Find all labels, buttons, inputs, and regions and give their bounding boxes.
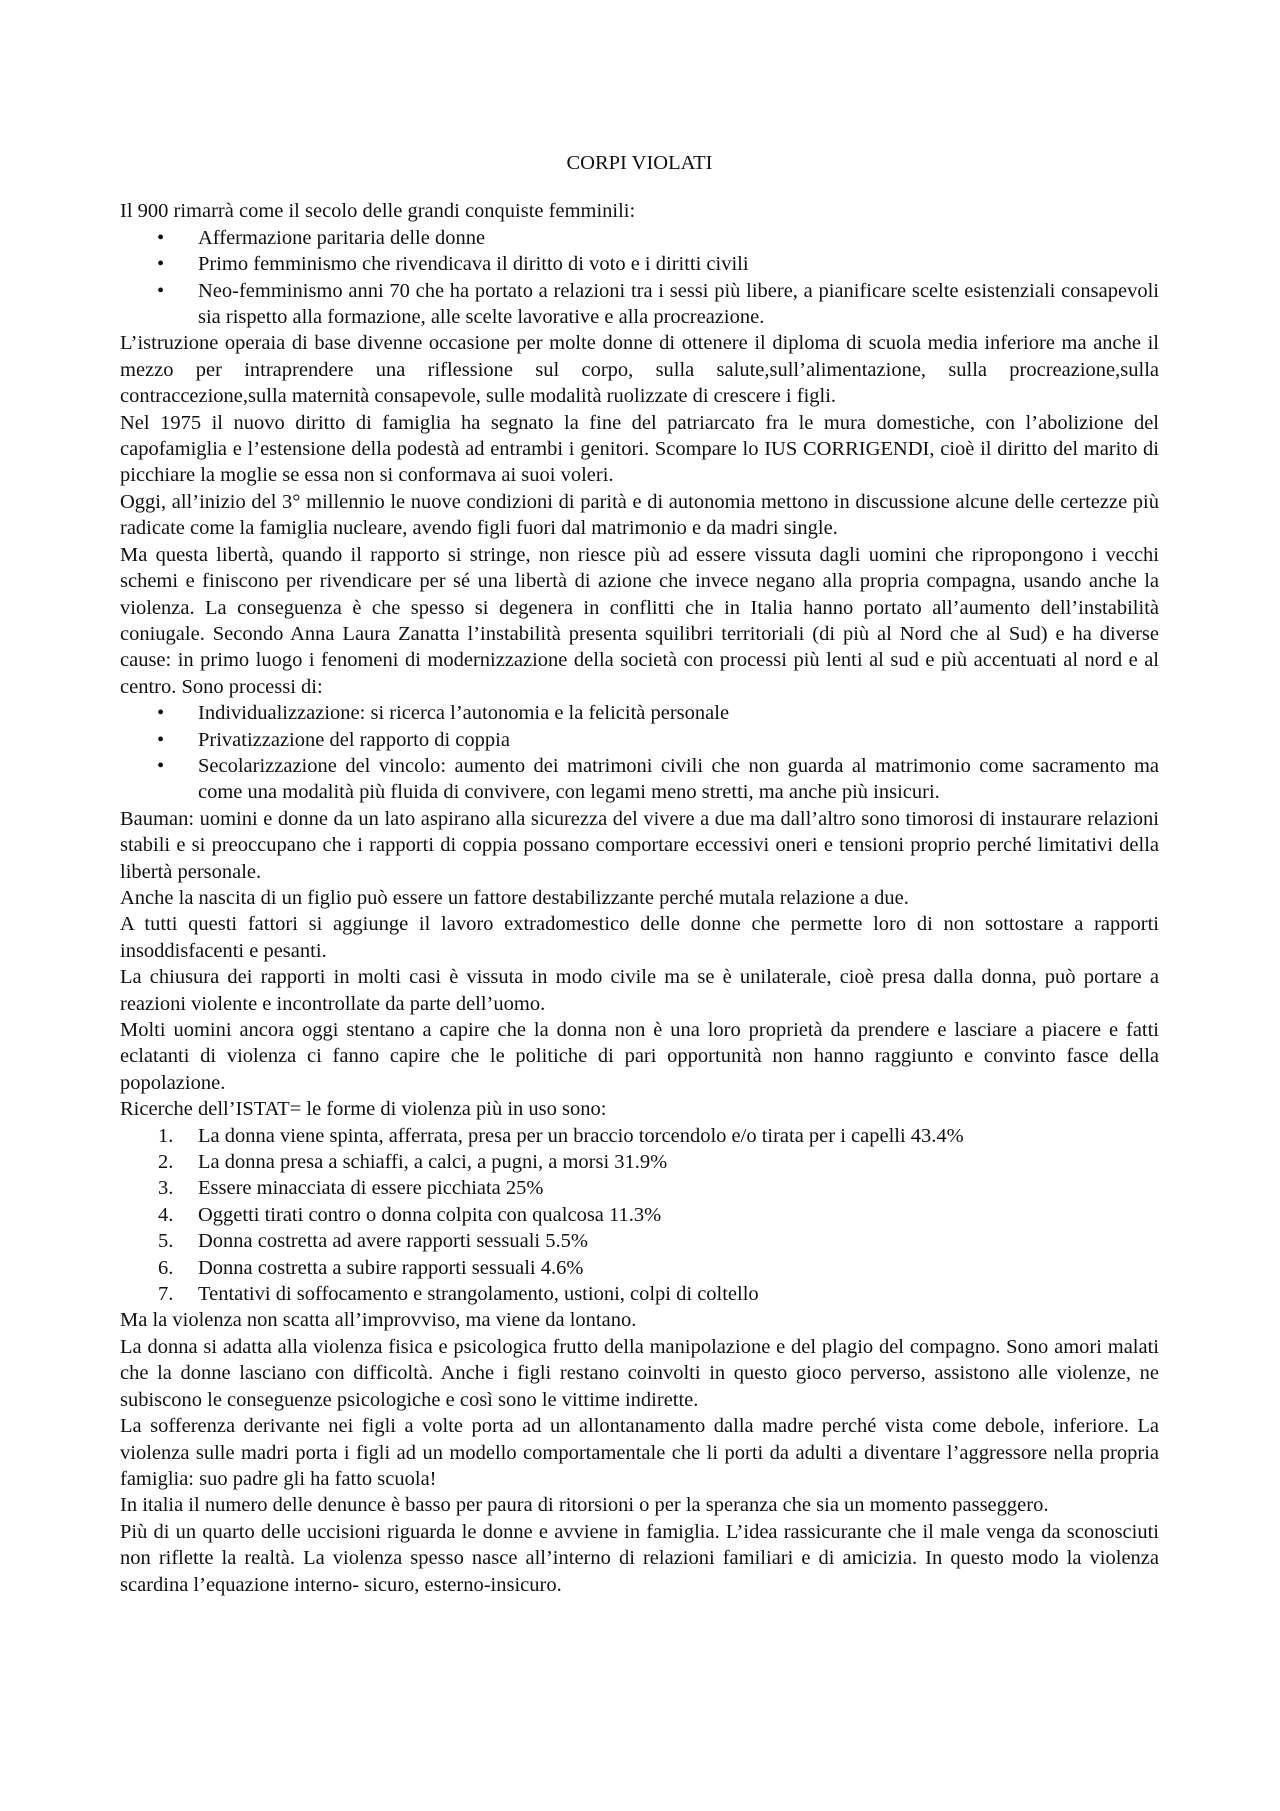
paragraph-denunce: In italia il numero delle denunce è basso per paura di ritorsioni o per la speranza che sia un momento passeggero. <box>120 1494 1049 1517</box>
list-item-text: Oggetti tirati contro o donna colpita con qualcosa 11.3% <box>198 1203 662 1226</box>
paragraph-sofferenza: La sofferenza derivante nei figli a volte porta ad un allontanamento dalla madre perché vista come debole, inferiore. La violenza sulle madri porta i figli ad un modello comportamentale che li porti da adulti a diventare l’aggressore nella propria famiglia: suo padre gli ha fatto scuola! <box>120 1415 1159 1490</box>
list-item <box>120 251 1159 277</box>
list-item <box>120 1123 1159 1149</box>
list-item <box>120 1175 1159 1201</box>
list-item <box>120 1281 1159 1307</box>
number-marker: 7. <box>158 1283 174 1306</box>
intro-paragraph: Il 900 rimarrà come il secolo delle grandi conquiste femminili: <box>120 200 636 223</box>
list-item-text: Donna costretta a subire rapporti sessuali 4.6% <box>198 1256 584 1279</box>
list-item <box>120 1149 1159 1175</box>
list-item <box>120 700 1159 726</box>
paragraph-figlio: Anche la nascita di un figlio può essere un fattore destabilizzante perché mutala relazione a due. <box>120 886 909 909</box>
list-item <box>120 1228 1159 1254</box>
document-title: CORPI VIOLATI <box>566 152 713 174</box>
list-item-text: Secolarizzazione del vincolo: aumento dei matrimoni civili che non guarda al matrimonio come sacramento ma come una modalità più fluida di convivere, con legami meno stretti, ma anche più insicuri. <box>198 754 1159 804</box>
number-marker: 1. <box>158 1124 174 1147</box>
conquests-list <box>120 225 1159 331</box>
document-body <box>120 150 1159 1598</box>
list-item-text: Donna costretta ad avere rapporti sessuali 5.5% <box>198 1230 588 1253</box>
list-item-text: Affermazione paritaria delle donne <box>198 226 486 249</box>
paragraph-1975: Nel 1975 il nuovo diritto di famiglia ha segnato la fine del patriarcato fra le mura domestiche, con l’abolizione del capofamiglia e l’estensione della podestà ad entrambi i genitori. Scompare lo IUS CORRIGENDI, cioè il diritto del marito di picchiare la moglie se essa non si conformava ai suoi voleri. <box>120 411 1159 487</box>
list-item <box>120 225 1159 251</box>
paragraph-oggi: Oggi, all’inizio del 3° millennio le nuove condizioni di parità e di autonomia mettono in discussione alcune delle certezze più radicate come la famiglia nucleare, avendo figli fuori dal matrimonio e da madri single. <box>120 490 1159 540</box>
paragraph-lontano: Ma la violenza non scatta all’improvviso, ma viene da lontano. <box>120 1309 637 1332</box>
list-item-text: La donna presa a schiaffi, a calci, a pugni, a morsi 31.9% <box>198 1151 668 1174</box>
paragraph-bauman: Bauman: uomini e donne da un lato aspirano alla sicurezza del vivere a due ma dall’altro sono timorosi di instaurare relazioni stabili e si preoccupano che i rapporti di coppia possano comportare eccessivi oneri e tensioni proprio perché limitativi della libertà personale. <box>120 807 1159 883</box>
list-item-text: Privatizzazione del rapporto di coppia <box>198 728 510 751</box>
paragraph-istat: Ricerche dell’ISTAT= le forme di violenza più in uso sono: <box>120 1098 607 1121</box>
violence-forms-list <box>120 1123 1159 1308</box>
list-item <box>120 727 1159 753</box>
list-item-text: Primo femminismo che rivendicava il diritto di voto e i diritti civili <box>198 253 749 276</box>
number-marker: 3. <box>158 1177 174 1200</box>
paragraph-chiusura: La chiusura dei rapporti in molti casi è vissuta in modo civile ma se è unilaterale, cioè presa dalla donna, può portare a reazioni violente e incontrollate da parte dell’uomo. <box>120 966 1159 1015</box>
bullet-marker: • <box>157 279 165 302</box>
bullet-marker: • <box>157 226 165 249</box>
bullet-marker: • <box>157 754 165 777</box>
list-item <box>120 278 1159 331</box>
list-item-text: Essere minacciata di essere picchiata 25% <box>198 1177 544 1200</box>
processes-list <box>120 700 1159 806</box>
number-marker: 4. <box>158 1203 174 1226</box>
paragraph-lavoro: A tutti questi fattori si aggiunge il lavoro extradomestico delle donne che permette loro di non sottostare a rapporti insoddisfacenti e pesanti. <box>120 913 1159 962</box>
list-item-text: Individualizzazione: si ricerca l’autonomia e la felicità personale <box>198 702 730 725</box>
paragraph-istruzione: L’istruzione operaia di base divenne occasione per molte donne di ottenere il diploma di scuola media inferiore ma anche il mezzo per intraprendere una riflessione sul corpo, sulla salute,sull’alimentazione, sulla procreazione,sulla contraccezione,sulla maternità consapevole, sulle modalità ruolizzate di crescere i figli. <box>120 332 1159 408</box>
list-item-text: Tentativi di soffocamento e strangolamento, ustioni, colpi di coltello <box>198 1283 759 1306</box>
paragraph-uomini: Molti uomini ancora oggi stentano a capire che la donna non è una loro proprietà da prendere e lasciare a piacere e fatti eclatanti di violenza ci fanno capire che le politiche di pari opportunità non hanno raggiunto e convinto fasce della popolazione. <box>120 1019 1159 1094</box>
list-item-text: La donna viene spinta, afferrata, presa per un braccio torcendolo e/o tirata per i capelli 43.4% <box>198 1124 964 1147</box>
paragraph-liberta: Ma questa libertà, quando il rapporto si stringe, non riesce più ad essere vissuta dagli uomini che ripropongono i vecchi schemi e finiscono per rivendicare per sé una libertà di azione che invece negano alla propria compagna, usando anche la violenza. La conseguenza è che spesso si degenera in conflitti che in Italia hanno portato all’aumento dell’instabilità coniugale. Secondo Anna Laura Zanatta l’instabilità presenta squilibri territoriali (di più al Nord che al Sud) e ha diverse cause: in primo luogo i fenomeni di modernizzazione della società con processi più lenti al sud e più accentuati al nord e al centro. Sono processi di: <box>120 543 1159 698</box>
list-item <box>120 1255 1159 1281</box>
list-item <box>120 753 1159 806</box>
bullet-marker: • <box>157 702 165 725</box>
number-marker: 5. <box>158 1230 174 1253</box>
number-marker: 6. <box>158 1256 174 1279</box>
number-marker: 2. <box>158 1151 174 1174</box>
bullet-marker: • <box>157 728 165 751</box>
list-item-text: Neo-femminismo anni 70 che ha portato a relazioni tra i sessi più libere, a pianificare scelte esistenziali consapevoli sia rispetto alla formazione, alle scelte lavorative e alla procreazione. <box>198 279 1159 329</box>
paragraph-adatta: La donna si adatta alla violenza fisica e psicologica frutto della manipolazione e del plagio del compagno. Sono amori malati che la donne lasciano con difficoltà. Anche i figli restano coinvolti in questo gioco perverso, assistono alle violenze, ne subiscono le conseguenze psicologiche e così sono le vittime indirette. <box>120 1335 1159 1411</box>
bullet-marker: • <box>157 253 165 276</box>
paragraph-uccisioni: Più di un quarto delle uccisioni riguarda le donne e avviene in famiglia. L’idea rassicurante che il male venga da sconosciuti non riflette la realtà. La violenza spesso nasce all’interno di relazioni familiari e di amicizia. In questo modo la violenza scardina l’equazione interno- sicuro, esterno-insicuro. <box>120 1520 1159 1596</box>
list-item <box>120 1202 1159 1228</box>
